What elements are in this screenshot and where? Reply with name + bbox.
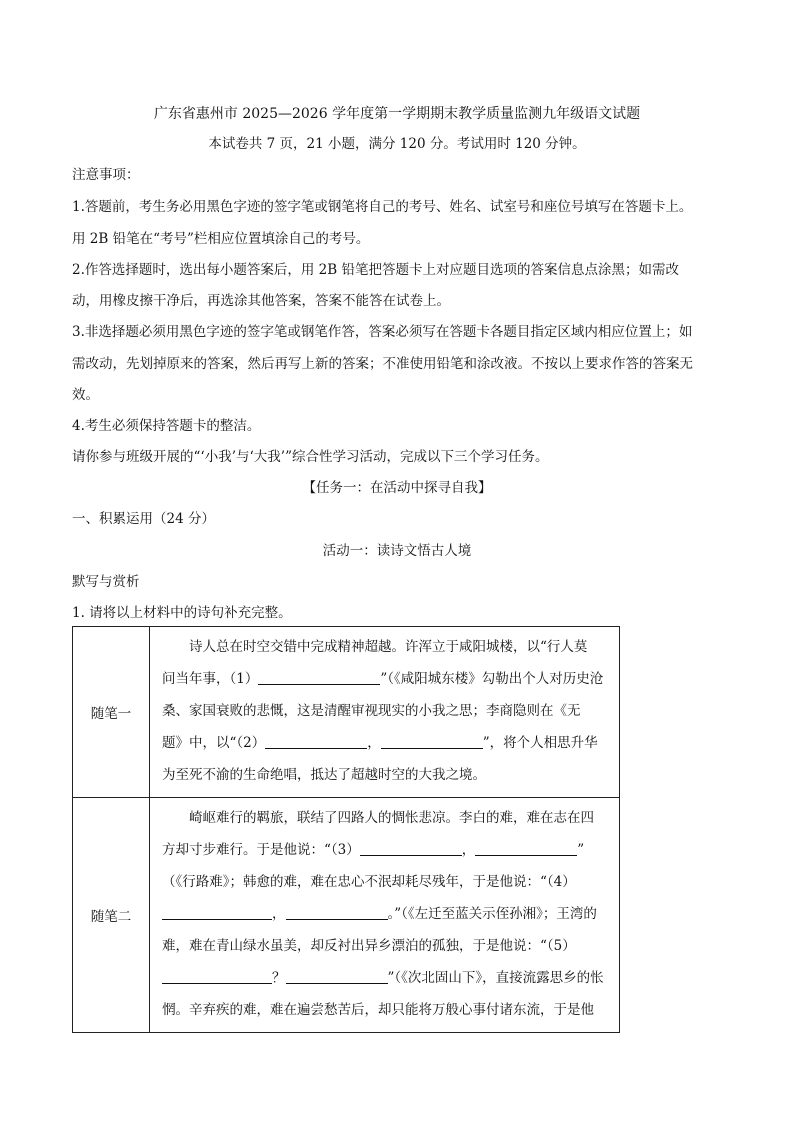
text-segment: 。”（《左迁至蓝关示侄孙湘》；王湾的: [387, 906, 597, 922]
essay-text-line: [162, 898, 609, 930]
text-segment: ？: [272, 970, 286, 986]
essay-text-line: [162, 727, 609, 759]
text-segment: ”（《次北固山下》，直接流露思乡的怅: [387, 970, 604, 986]
essay-label: 随笔一: [73, 627, 150, 798]
activity-intro: 请你参与班级开展的“‘小我’与‘大我’”综合性学习活动，完成以下三个学习任务。: [72, 449, 549, 465]
question-1: 1. 请将以上材料中的诗句补充完整。: [72, 605, 292, 621]
text-segment: 问当年事，（1）: [162, 671, 259, 687]
essay-text-line: [162, 663, 609, 695]
answer-blank-3a[interactable]: [360, 842, 462, 857]
text-segment: 方却寸步难行。于是他说：“（3）: [162, 842, 360, 858]
answer-blank-5b[interactable]: [286, 970, 388, 985]
text-segment: 题》中，以“（2）: [162, 735, 266, 751]
essay-content: [150, 627, 620, 798]
activity-heading: 活动一：读诗文悟古人境: [322, 543, 472, 559]
answer-blank-4b[interactable]: [286, 906, 388, 921]
essay-text-line: 为至死不渝的生命绝唱，抵达了超越时空的大我之境。: [162, 767, 486, 783]
essay-text-line: 诗人总在时空交错中完成精神超越。许浑立于咸阳城楼，以“行人莫: [189, 639, 588, 655]
notice-item-3b: 需改动，先划掉原来的答案，然后再写上新的答案；不准使用铅笔和涂改液。不按以上要求作答的答案无: [72, 356, 693, 372]
essay-label: 随笔二: [73, 798, 150, 1033]
text-segment: ，: [367, 735, 381, 751]
essay-content: [150, 798, 620, 1033]
notice-heading: 注意事项：: [72, 167, 140, 183]
notice-item-4: 4.考生必须保持答题卡的整洁。: [72, 418, 261, 434]
task-heading: 【任务一：在活动中探寻自我】: [302, 480, 492, 496]
exam-title: 广东省惠州市 2025—2026 学年度第一学期期末教学质量监测九年级语文试题: [153, 106, 641, 122]
notice-item-1a: 1.答题前，考生务必用黑色字迹的签字笔或钢笔将自己的考号、姓名、试室号和座位号填写在答题卡上。: [72, 199, 693, 215]
essay-text-line: [162, 834, 609, 866]
text-segment: ”（《咸阳城东楼》勾勒出个人对历史沧: [380, 671, 604, 687]
essay-row-2: [73, 798, 620, 1033]
text-segment: ，: [272, 906, 286, 922]
answer-blank-4a[interactable]: [162, 906, 272, 921]
essay-text-line: 崎岖难行的羁旅，联结了四路人的惆怅悲凉。李白的难，难在志在四: [189, 810, 594, 826]
text-segment: ”，将个人相思升华: [482, 735, 598, 751]
essay-text-line: 桑、家国衰败的悲慨，这是清醒审视现实的小我之思；李商隐则在《无: [162, 703, 581, 719]
essay-text-line: 惘。辛弃疾的难，难在遍尝愁苦后，却只能将万般心事付诸东流，于是他: [162, 1002, 594, 1018]
notice-item-2a: 2.作答选择题时，选出每小题答案后，用 2B 铅笔把答题卡上对应题目选项的答案信息点涂黑；如需改: [72, 262, 679, 278]
subsection-heading: 默写与赏析: [72, 574, 140, 590]
notice-item-3a: 3.非选择题必须用黑色字迹的签字笔或钢笔作答，答案必须写在答题卡各题目指定区域内相应位置上；如: [72, 324, 693, 340]
text-segment: ，: [461, 842, 476, 858]
essay-text-line: 难，难在青山绿水虽美，却反衬出异乡漂泊的孤独，于是他说：“（5）: [162, 938, 576, 954]
answer-blank-2a[interactable]: [265, 735, 367, 750]
answer-blank-5a[interactable]: [162, 970, 272, 985]
text-segment: ”: [577, 842, 585, 858]
exam-subtitle: 本试卷共 7 页，21 小题，满分 120 分。考试用时 120 分钟。: [208, 136, 586, 152]
notice-item-1b: 用 2B 铅笔在“考号”栏相应位置填涂自己的考号。: [72, 231, 370, 247]
essay-table: [72, 626, 620, 1033]
essay-text-line: （《行路难》；韩愈的难，难在忠心不泯却耗尽残年，于是他说：“（4）: [162, 874, 576, 890]
answer-blank-2b[interactable]: [381, 735, 483, 750]
notice-item-3c: 效。: [72, 387, 99, 403]
notice-item-2b: 动，用橡皮擦干净后，再选涂其他答案，答案不能答在试卷上。: [72, 293, 450, 309]
section-heading: 一、积累运用（24 分）: [72, 511, 215, 527]
answer-blank-3b[interactable]: [475, 842, 577, 857]
answer-blank-1[interactable]: [258, 671, 380, 686]
essay-text-line: [162, 962, 609, 994]
essay-row-1: [73, 627, 620, 798]
